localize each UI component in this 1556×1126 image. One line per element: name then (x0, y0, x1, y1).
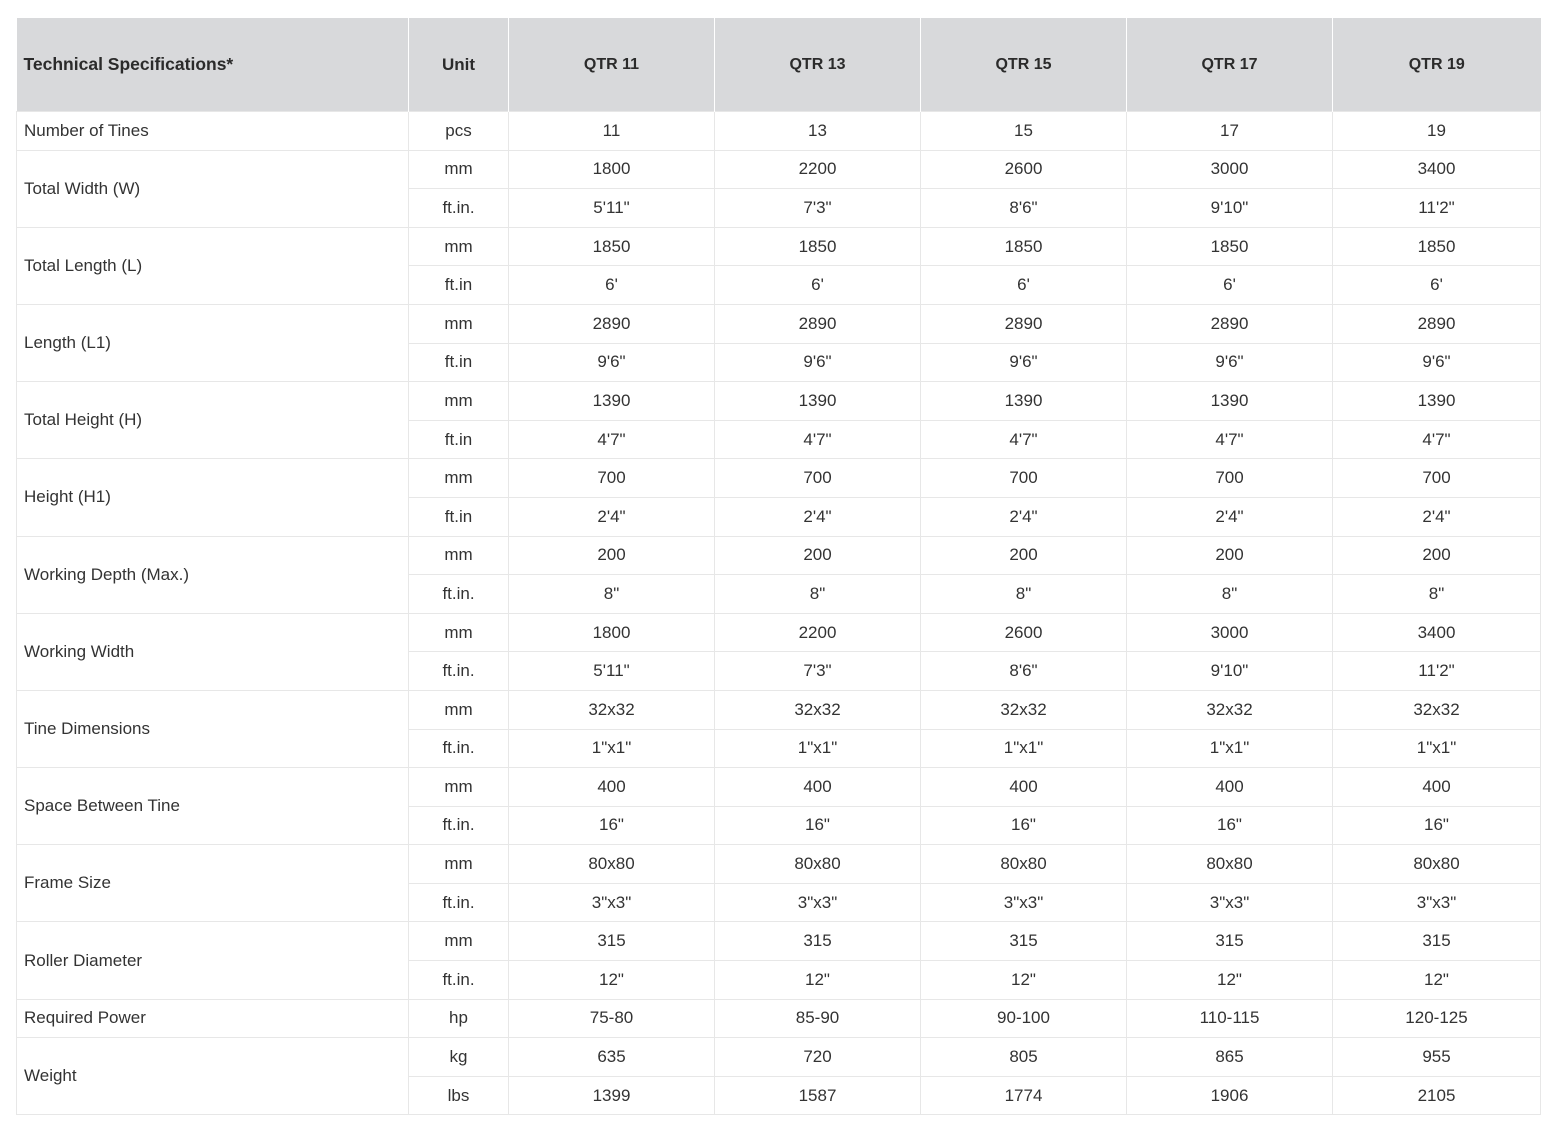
value-cell: 315 (509, 922, 715, 961)
spec-name-cell: Roller Diameter (17, 922, 409, 999)
value-cell: 8'6" (921, 652, 1127, 691)
unit-cell: ft.in. (409, 729, 509, 768)
value-cell: 110-115 (1127, 999, 1333, 1038)
spec-name-cell: Space Between Tine (17, 768, 409, 845)
unit-column-header: Unit (409, 18, 509, 112)
value-cell: 1390 (715, 382, 921, 421)
unit-cell: ft.in. (409, 883, 509, 922)
value-cell: 80x80 (1333, 845, 1541, 884)
value-cell: 8" (509, 575, 715, 614)
value-cell: 2'4" (1127, 497, 1333, 536)
value-cell: 700 (921, 459, 1127, 498)
table-header (17, 18, 1541, 112)
value-cell: 16" (1127, 806, 1333, 845)
value-cell: 8" (715, 575, 921, 614)
value-cell: 7'3" (715, 189, 921, 228)
value-cell: 400 (921, 768, 1127, 807)
value-cell: 720 (715, 1038, 921, 1077)
table-row (17, 536, 1541, 575)
value-cell: 400 (509, 768, 715, 807)
value-cell: 315 (1127, 922, 1333, 961)
value-cell: 80x80 (509, 845, 715, 884)
value-cell: 12" (509, 961, 715, 1000)
spec-name-cell: Weight (17, 1038, 409, 1115)
table-row (17, 1038, 1541, 1077)
value-cell: 120-125 (1333, 999, 1541, 1038)
spec-name-cell: Height (H1) (17, 459, 409, 536)
value-cell: 2890 (715, 304, 921, 343)
model-column-header: QTR 11 (509, 18, 715, 112)
value-cell: 4'7" (921, 420, 1127, 459)
unit-cell: mm (409, 613, 509, 652)
spec-name-cell: Total Width (W) (17, 150, 409, 227)
value-cell: 5'11" (509, 652, 715, 691)
value-cell: 6' (1333, 266, 1541, 305)
value-cell: 2890 (921, 304, 1127, 343)
value-cell: 2'4" (715, 497, 921, 536)
value-cell: 315 (715, 922, 921, 961)
spec-name-cell: Length (L1) (17, 304, 409, 381)
header-row (17, 18, 1541, 112)
value-cell: 13 (715, 112, 921, 151)
value-cell: 1390 (921, 382, 1127, 421)
value-cell: 19 (1333, 112, 1541, 151)
unit-cell: mm (409, 459, 509, 498)
value-cell: 4'7" (715, 420, 921, 459)
value-cell: 32x32 (921, 690, 1127, 729)
value-cell: 12" (715, 961, 921, 1000)
value-cell: 805 (921, 1038, 1127, 1077)
unit-cell: ft.in. (409, 806, 509, 845)
value-cell: 400 (715, 768, 921, 807)
value-cell: 32x32 (1333, 690, 1541, 729)
value-cell: 16" (921, 806, 1127, 845)
model-column-header: QTR 19 (1333, 18, 1541, 112)
value-cell: 12" (1127, 961, 1333, 1000)
value-cell: 400 (1333, 768, 1541, 807)
unit-cell: mm (409, 382, 509, 421)
value-cell: 3"x3" (1127, 883, 1333, 922)
value-cell: 1774 (921, 1076, 1127, 1115)
value-cell: 700 (1127, 459, 1333, 498)
value-cell: 3400 (1333, 613, 1541, 652)
value-cell: 6' (921, 266, 1127, 305)
value-cell: 2600 (921, 150, 1127, 189)
value-cell: 2'4" (509, 497, 715, 536)
table-row (17, 304, 1541, 343)
value-cell: 75-80 (509, 999, 715, 1038)
value-cell: 3"x3" (1333, 883, 1541, 922)
value-cell: 8'6" (921, 189, 1127, 228)
value-cell: 2'4" (1333, 497, 1541, 536)
value-cell: 11'2" (1333, 189, 1541, 228)
value-cell: 1"x1" (509, 729, 715, 768)
value-cell: 700 (509, 459, 715, 498)
value-cell: 200 (1127, 536, 1333, 575)
value-cell: 8" (1333, 575, 1541, 614)
value-cell: 5'11" (509, 189, 715, 228)
unit-cell: pcs (409, 112, 509, 151)
value-cell: 8" (921, 575, 1127, 614)
value-cell: 6' (715, 266, 921, 305)
value-cell: 1850 (509, 227, 715, 266)
table-row (17, 768, 1541, 807)
table-row (17, 112, 1541, 151)
value-cell: 32x32 (1127, 690, 1333, 729)
value-cell: 9'6" (509, 343, 715, 382)
value-cell: 1399 (509, 1076, 715, 1115)
value-cell: 11'2" (1333, 652, 1541, 691)
model-column-header: QTR 15 (921, 18, 1127, 112)
value-cell: 200 (1333, 536, 1541, 575)
value-cell: 16" (715, 806, 921, 845)
unit-cell: lbs (409, 1076, 509, 1115)
spec-name-cell: Frame Size (17, 845, 409, 922)
unit-cell: ft.in. (409, 189, 509, 228)
value-cell: 3"x3" (715, 883, 921, 922)
unit-cell: mm (409, 768, 509, 807)
value-cell: 1800 (509, 150, 715, 189)
table-row (17, 382, 1541, 421)
value-cell: 17 (1127, 112, 1333, 151)
spec-name-cell: Number of Tines (17, 112, 409, 151)
unit-cell: mm (409, 150, 509, 189)
value-cell: 2890 (1127, 304, 1333, 343)
spec-name-cell: Tine Dimensions (17, 690, 409, 767)
value-cell: 15 (921, 112, 1127, 151)
unit-cell: ft.in. (409, 575, 509, 614)
table-row (17, 227, 1541, 266)
model-column-header: QTR 17 (1127, 18, 1333, 112)
value-cell: 1850 (921, 227, 1127, 266)
value-cell: 16" (1333, 806, 1541, 845)
spec-name-cell: Required Power (17, 999, 409, 1038)
value-cell: 400 (1127, 768, 1333, 807)
value-cell: 4'7" (1127, 420, 1333, 459)
value-cell: 955 (1333, 1038, 1541, 1077)
unit-cell: ft.in. (409, 652, 509, 691)
value-cell: 700 (1333, 459, 1541, 498)
unit-cell: mm (409, 690, 509, 729)
unit-cell: mm (409, 922, 509, 961)
value-cell: 1390 (1333, 382, 1541, 421)
value-cell: 9'10" (1127, 189, 1333, 228)
value-cell: 1850 (1127, 227, 1333, 266)
value-cell: 1390 (1127, 382, 1333, 421)
value-cell: 6' (509, 266, 715, 305)
value-cell: 2890 (509, 304, 715, 343)
value-cell: 11 (509, 112, 715, 151)
value-cell: 200 (715, 536, 921, 575)
unit-cell: hp (409, 999, 509, 1038)
value-cell: 2200 (715, 613, 921, 652)
value-cell: 9'6" (1333, 343, 1541, 382)
table-body (17, 112, 1541, 1115)
unit-cell: mm (409, 845, 509, 884)
unit-cell: ft.in (409, 266, 509, 305)
value-cell: 8" (1127, 575, 1333, 614)
value-cell: 2105 (1333, 1076, 1541, 1115)
unit-cell: mm (409, 227, 509, 266)
value-cell: 4'7" (509, 420, 715, 459)
value-cell: 2600 (921, 613, 1127, 652)
value-cell: 7'3" (715, 652, 921, 691)
value-cell: 1800 (509, 613, 715, 652)
value-cell: 12" (1333, 961, 1541, 1000)
value-cell: 32x32 (715, 690, 921, 729)
table-row (17, 690, 1541, 729)
table-row (17, 613, 1541, 652)
unit-cell: mm (409, 304, 509, 343)
value-cell: 85-90 (715, 999, 921, 1038)
value-cell: 3000 (1127, 613, 1333, 652)
unit-cell: ft.in (409, 343, 509, 382)
spec-name-cell: Total Height (H) (17, 382, 409, 459)
spec-name-cell: Working Width (17, 613, 409, 690)
model-column-header: QTR 13 (715, 18, 921, 112)
value-cell: 865 (1127, 1038, 1333, 1077)
table-row (17, 999, 1541, 1038)
value-cell: 1587 (715, 1076, 921, 1115)
value-cell: 200 (921, 536, 1127, 575)
value-cell: 3400 (1333, 150, 1541, 189)
unit-cell: ft.in (409, 420, 509, 459)
value-cell: 6' (1127, 266, 1333, 305)
unit-cell: ft.in (409, 497, 509, 536)
unit-cell: mm (409, 536, 509, 575)
value-cell: 1390 (509, 382, 715, 421)
value-cell: 16" (509, 806, 715, 845)
value-cell: 700 (715, 459, 921, 498)
value-cell: 1"x1" (921, 729, 1127, 768)
value-cell: 1"x1" (1333, 729, 1541, 768)
table-row (17, 845, 1541, 884)
value-cell: 3"x3" (921, 883, 1127, 922)
value-cell: 12" (921, 961, 1127, 1000)
value-cell: 1906 (1127, 1076, 1333, 1115)
unit-cell: ft.in. (409, 961, 509, 1000)
value-cell: 1"x1" (1127, 729, 1333, 768)
value-cell: 80x80 (921, 845, 1127, 884)
value-cell: 32x32 (509, 690, 715, 729)
spec-column-header: Technical Specifications* (17, 18, 409, 112)
value-cell: 1850 (715, 227, 921, 266)
value-cell: 1850 (1333, 227, 1541, 266)
value-cell: 315 (1333, 922, 1541, 961)
spec-name-cell: Total Length (L) (17, 227, 409, 304)
value-cell: 1"x1" (715, 729, 921, 768)
value-cell: 4'7" (1333, 420, 1541, 459)
value-cell: 9'6" (921, 343, 1127, 382)
value-cell: 9'6" (715, 343, 921, 382)
value-cell: 80x80 (1127, 845, 1333, 884)
technical-specifications-table (16, 18, 1541, 1115)
value-cell: 9'6" (1127, 343, 1333, 382)
spec-name-cell: Working Depth (Max.) (17, 536, 409, 613)
table-row (17, 150, 1541, 189)
value-cell: 200 (509, 536, 715, 575)
unit-cell: kg (409, 1038, 509, 1077)
table-row (17, 922, 1541, 961)
value-cell: 2200 (715, 150, 921, 189)
value-cell: 90-100 (921, 999, 1127, 1038)
value-cell: 9'10" (1127, 652, 1333, 691)
value-cell: 3"x3" (509, 883, 715, 922)
value-cell: 3000 (1127, 150, 1333, 189)
value-cell: 635 (509, 1038, 715, 1077)
value-cell: 2890 (1333, 304, 1541, 343)
value-cell: 2'4" (921, 497, 1127, 536)
value-cell: 80x80 (715, 845, 921, 884)
value-cell: 315 (921, 922, 1127, 961)
table-row (17, 459, 1541, 498)
